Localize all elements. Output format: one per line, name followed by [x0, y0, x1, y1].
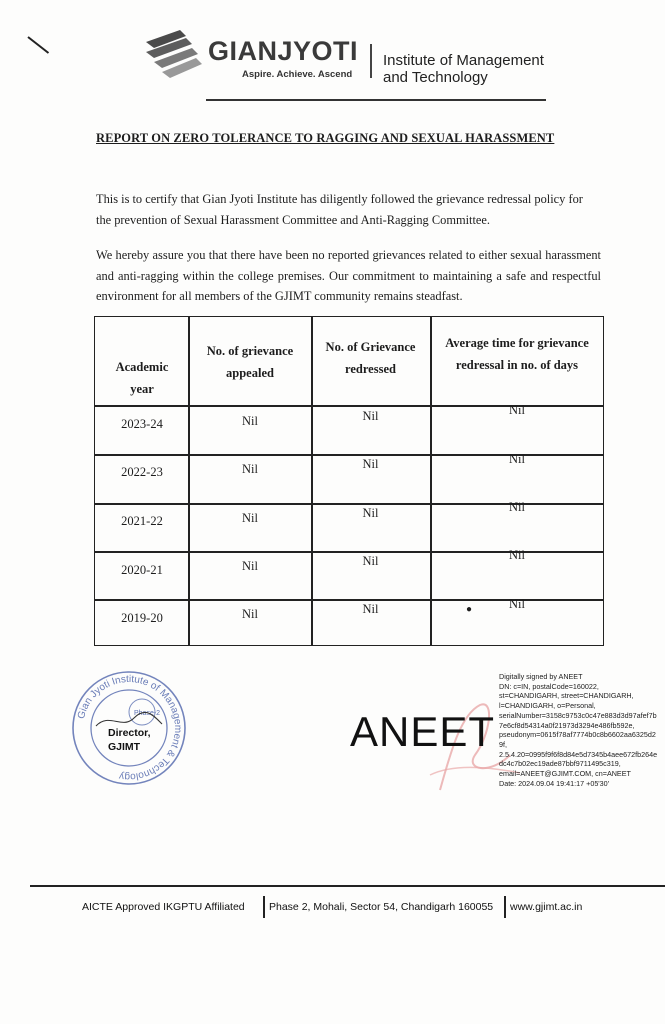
footer-divider [504, 896, 506, 918]
footer-divider [263, 896, 265, 918]
table-cell-year: 2019-20 [121, 611, 163, 625]
gianjyoti-logo-icon [140, 28, 206, 80]
table-cell-redressed: Nil [362, 409, 379, 423]
table-cell-appealed: Nil [242, 462, 258, 476]
report-title: REPORT ON ZERO TOLERANCE TO RAGGING AND SEXUAL HARASSMENT [96, 131, 555, 145]
table-cell-year: 2021-22 [121, 514, 163, 528]
certification-paragraph: This is to certify that Gian Jyoti Institute has diligently followed the grievance redressal policy for the prevention of Sexual Harassment Committee and Anti-Ragging Committee. [96, 192, 583, 227]
table-cell-year: 2022-23 [121, 465, 163, 479]
header-academic-year: Academic year [115, 360, 169, 396]
header-grievance-appealed: No. of grievance appealed [206, 344, 294, 380]
pen-mark [27, 36, 49, 54]
header-average-redressal-time: Average time for grievance redressal in no. of days [445, 336, 589, 372]
footer-address: Phase 2, Mohali, Sector 54, Chandigarh 160055 [269, 901, 494, 913]
brand-name: GIANJYOTI [208, 36, 359, 66]
table-cell-redressed: Nil [362, 554, 379, 568]
table-cell-avg-days: Nil [509, 452, 525, 466]
footer-rule [30, 885, 665, 887]
footer-website: www.gjimt.ac.in [510, 901, 583, 913]
footer-affiliation: AICTE Approved IKGPTU Affiliated [82, 901, 245, 913]
header-grievance-redressed: No. of Grievance redressed [325, 340, 416, 376]
table-cell-appealed: Nil [242, 607, 258, 621]
signer-name: ANEET [350, 708, 496, 755]
table-cell-redressed: Nil [362, 506, 379, 520]
table-cell-avg-days: Nil [509, 500, 525, 514]
director-label: Director, GJIMT [108, 727, 151, 753]
table-cell-appealed: Nil [242, 511, 258, 525]
table-cell-redressed: Nil [362, 457, 379, 471]
table-cell-avg-days: Nil [509, 597, 525, 611]
svg-text:Gian Jyoti Institute of Manage: Gian Jyoti Institute of Management & Technology [75, 673, 184, 783]
table-cell-year: 2023-24 [121, 417, 163, 431]
table-cell-appealed: Nil [242, 414, 258, 428]
institute-name-line2: and Technology [383, 69, 488, 86]
table-cell-year: 2020-21 [121, 563, 163, 577]
table-cell-avg-days: Nil [509, 548, 525, 562]
brand-tagline: Aspire. Achieve. Ascend [242, 69, 353, 80]
table-cell-avg-days: Nil [509, 403, 525, 417]
assurance-paragraph: We hereby assure you that there have been no reported grievances related to either sexual harassment and anti-ragging within the college premises. Our commitment to maintaining a safe and respectful environment for all members of the GJIMT community remains steadfast. [96, 248, 601, 303]
svg-text:Phase-2: Phase-2 [134, 710, 161, 717]
bullet-mark: ● [466, 604, 473, 615]
header-rule [206, 99, 546, 101]
table-cell-redressed: Nil [362, 602, 379, 616]
digital-signature-details: Digitally signed by ANEET DN: c=IN, postalCode=160022, st=CHANDIGARH, street=CHANDIGARH, l=CHANDIGARH, o=Personal, serialNumber=3158c9753c0c47e883d3d97afef7b7e6cf8d54314a0f21973d3294e486fb592e, pseudonym=0615f78af7774b0c8b6602aa6325d29f, 2.5.4.20=0995f9f6f8d84e5d7345b4aee672fb264edc4c7b02ec19ade87bbf9711495c319, email=ANEET@GJIMT.COM, cn=ANEET Date: 2024.09.04 19:41:17 +05'30' [499, 672, 658, 788]
table-cell-appealed: Nil [242, 559, 258, 573]
institute-name-line1: Institute of Management [383, 52, 544, 69]
header-divider [370, 44, 372, 78]
